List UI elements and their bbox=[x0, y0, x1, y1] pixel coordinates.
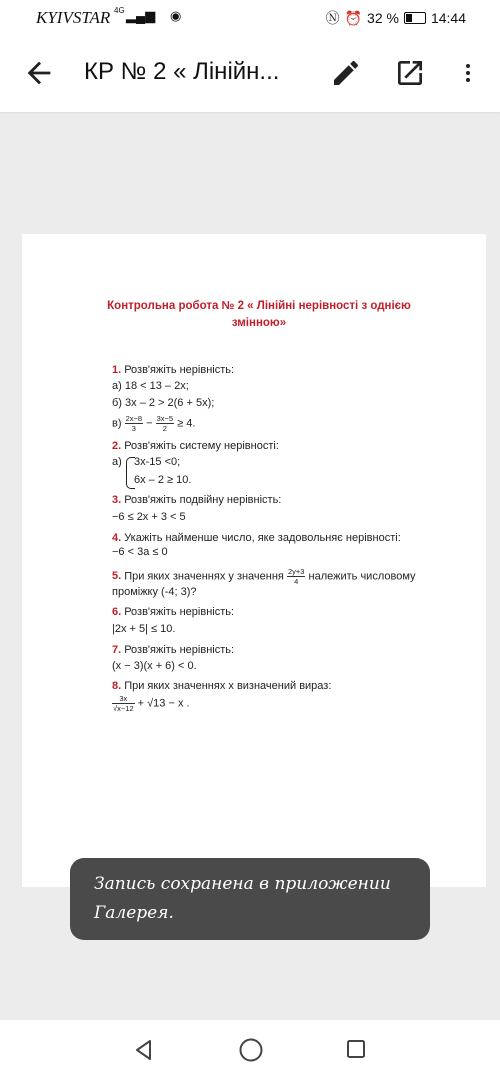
question-number: 4. bbox=[112, 532, 122, 544]
q2-prefix: а) bbox=[112, 456, 122, 468]
fraction-den: 2 bbox=[162, 424, 167, 433]
battery-icon bbox=[404, 12, 426, 24]
question-2 bbox=[112, 438, 279, 454]
fraction-den: 3 bbox=[131, 424, 136, 433]
question-5 bbox=[112, 567, 416, 586]
question-number: 1. bbox=[112, 364, 122, 376]
document-title: КР № 2 « Лінійн... bbox=[84, 58, 280, 85]
fraction-num: 2x−8 bbox=[125, 414, 143, 423]
app-bar bbox=[0, 34, 500, 112]
question-7 bbox=[112, 642, 234, 658]
question-text: Розв'яжіть подвійну нерівність: bbox=[124, 494, 282, 506]
q1-c-prefix: в) bbox=[112, 417, 122, 430]
question-text: Укажіть найменше число, яке задовольняє нерівності: bbox=[124, 532, 401, 544]
question-number: 2. bbox=[112, 440, 122, 452]
question-text: Розв'яжіть нерівність: bbox=[124, 606, 235, 618]
document-page bbox=[22, 234, 486, 887]
fraction bbox=[112, 694, 135, 713]
system-nav-bar bbox=[0, 1020, 500, 1083]
doc-heading-line2: змінною» bbox=[231, 317, 287, 329]
signal-icon: ▂▄▆ bbox=[126, 8, 156, 23]
more-vert-icon[interactable] bbox=[456, 57, 480, 89]
question-text-cont: належить числовому bbox=[308, 570, 416, 583]
doc-heading bbox=[84, 298, 434, 332]
doc-heading-line1: Контрольна робота № 2 « Лінійні нерівності з однією bbox=[107, 300, 411, 312]
fraction-num: 3x−5 bbox=[156, 414, 174, 423]
question-6 bbox=[112, 604, 234, 620]
q8-expression bbox=[112, 694, 190, 713]
pencil-icon[interactable] bbox=[330, 57, 362, 89]
nfc-icon: Ⓝ bbox=[325, 10, 340, 26]
q1-c-suffix: ≥ 4. bbox=[177, 417, 196, 430]
fraction bbox=[287, 567, 305, 586]
status-right bbox=[326, 8, 466, 28]
q2-line2: 6x – 2 ≥ 10. bbox=[134, 474, 192, 486]
question-text: Розв'яжіть нерівність: bbox=[124, 644, 235, 656]
q2-line1: 3x-15 <0; bbox=[134, 456, 181, 468]
notification-icon: ◉ bbox=[170, 8, 182, 23]
question-text: При яких значеннях у значення bbox=[124, 570, 284, 583]
q4-expression: −6 < 3a ≤ 0 bbox=[112, 546, 168, 558]
arrow-back-icon[interactable] bbox=[22, 56, 56, 90]
question-number: 3. bbox=[112, 494, 122, 506]
question-1 bbox=[112, 362, 234, 378]
status-bar bbox=[0, 0, 500, 34]
question-number: 6. bbox=[112, 606, 122, 618]
nav-home-icon[interactable] bbox=[238, 1037, 264, 1063]
question-text: Розв'яжіть нерівність: bbox=[124, 364, 235, 376]
fraction-den: 4 bbox=[294, 577, 299, 586]
q8-rest: + √13 − x . bbox=[137, 697, 190, 710]
q1-item-b: б) 3x – 2 > 2(6 + 5x); bbox=[112, 397, 215, 409]
alarm-icon: ⏰ bbox=[344, 9, 363, 26]
network-type: 4G bbox=[114, 6, 125, 15]
nav-back-icon[interactable] bbox=[132, 1038, 156, 1062]
q1-item-c bbox=[112, 414, 195, 433]
fraction-num: 2y+3 bbox=[287, 567, 305, 576]
question-text: Розв'яжіть систему нерівності: bbox=[124, 440, 279, 452]
nav-recents-icon[interactable] bbox=[346, 1039, 366, 1059]
clock: 14:44 bbox=[430, 10, 466, 26]
q1-item-a: а) 18 < 13 – 2х; bbox=[112, 380, 189, 392]
q7-expression: (x − 3)(x + 6) < 0. bbox=[112, 660, 197, 672]
q6-expression: |2x + 5| ≤ 10. bbox=[112, 623, 176, 635]
question-4 bbox=[112, 530, 401, 546]
question-number: 5. bbox=[112, 570, 122, 583]
fraction bbox=[156, 414, 174, 433]
battery-percent: 32 % bbox=[367, 10, 399, 26]
toast-message: Запись сохранена в приложении Галерея. bbox=[94, 874, 391, 923]
carrier-name: KYIVSTAR bbox=[36, 8, 111, 27]
fraction bbox=[125, 414, 143, 433]
fraction-den: √x−12 bbox=[113, 704, 134, 713]
q3-expression: −6 ≤ 2x + 3 < 5 bbox=[112, 511, 186, 523]
question-text: При яких значеннях х визначений вираз: bbox=[124, 680, 332, 692]
question-8 bbox=[112, 678, 331, 694]
fraction-num: 3x bbox=[112, 694, 135, 704]
q5-line2: проміжку (-4; 3)? bbox=[112, 586, 197, 598]
minus-sign: − bbox=[146, 417, 153, 430]
question-number: 8. bbox=[112, 680, 122, 692]
question-number: 7. bbox=[112, 644, 122, 656]
toast-notification bbox=[70, 858, 430, 940]
question-3 bbox=[112, 492, 281, 508]
open-in-new-icon[interactable] bbox=[394, 57, 426, 89]
